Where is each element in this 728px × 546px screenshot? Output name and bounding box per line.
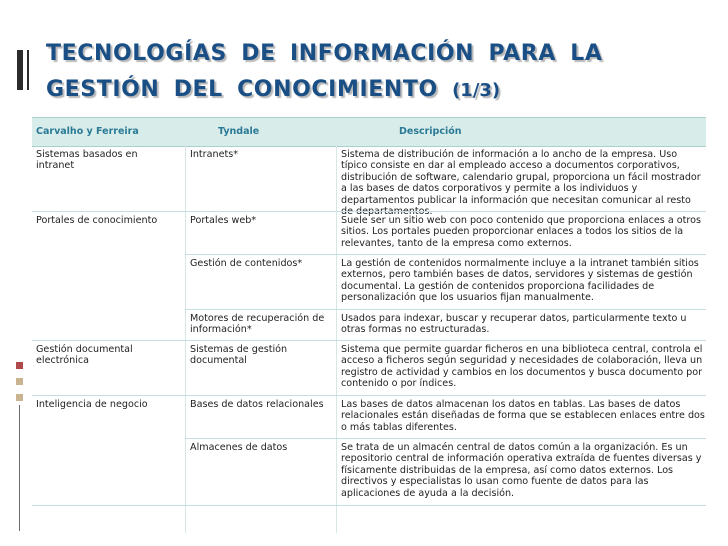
header-descripcion: Descripción xyxy=(399,126,462,137)
row-separator xyxy=(185,438,706,439)
row-technology: Portales web* xyxy=(190,215,257,226)
decorative-line xyxy=(19,405,20,531)
header-carvalho-ferreira: Carvalho y Ferreira xyxy=(36,126,139,137)
slide-title-line2 xyxy=(46,72,686,109)
row-description: Suele ser un sitio web con poco contenido que proporciona enlaces a otros sitios. Los portales pueden proporcionar enlaces a todos los sitios de la relevantes, tanto de la empresa como externos. xyxy=(341,215,702,249)
row-technology: Almacenes de datos xyxy=(190,442,288,453)
row-description: Sistema de distribución de información a lo ancho de la empresa. Uso típico consiste en dar al empleado acceso a documentos corporativos, distribución de software, calendario grupal, proporciona un fácil mostrador a las bases de datos corporativos y permite a los individuos y departamentos publicar la información que necesitan comunicar al resto de departamentos. xyxy=(341,149,701,218)
row-description: Sistema que permite guardar ficheros en una biblioteca central, controla el acceso a ficheros según seguridad y necesidades de colaboración, lleva un registro de actividad y cambios en los documentos y busca documento por contenido o por índices. xyxy=(341,344,703,390)
decorative-square xyxy=(16,394,23,401)
row-separator xyxy=(32,340,706,341)
slide-title-suffix: (1/3) xyxy=(452,80,501,101)
column-divider xyxy=(185,145,186,533)
row-technology: Motores de recuperación de información* xyxy=(190,313,325,336)
row-separator xyxy=(32,395,706,396)
header-tyndale: Tyndale xyxy=(218,126,260,137)
column-divider xyxy=(336,145,337,533)
row-category: Sistemas basados en intranet xyxy=(36,149,138,172)
row-description: Usados para indexar, buscar y recuperar datos, particularmente texto u otras formas no estructuradas. xyxy=(341,313,687,336)
slide-title-line1: TECNOLOGÍAS DE INFORMACIÓN PARA LA xyxy=(46,41,603,66)
table-bottom-border xyxy=(32,505,706,506)
decorative-square xyxy=(16,378,23,385)
row-technology: Sistemas de gestión documental xyxy=(190,344,288,367)
row-description: La gestión de contenidos normalmente incluye a la intranet también sitios externos, pero también bases de datos, servidores y sistemas de gestión documental. La gestión de contenidos proporciona facilidades de personalización que los usuarios fijan manualmente. xyxy=(341,258,699,304)
decorative-square xyxy=(16,362,23,369)
row-technology: Intranets* xyxy=(190,149,239,160)
row-technology: Bases de datos relacionales xyxy=(190,399,324,410)
row-separator xyxy=(32,211,706,212)
row-category: Portales de conocimiento xyxy=(36,215,158,226)
row-technology: Gestión de contenidos* xyxy=(190,258,303,269)
slide-title-line2-text: GESTIÓN DEL CONOCIMIENTO xyxy=(46,77,438,102)
row-category: Gestión documental electrónica xyxy=(36,344,133,367)
row-separator xyxy=(185,309,706,310)
row-description: Se trata de un almacén central de datos común a la organización. Es un repositorio central de información operativa extraída de fuentes diversas y físicamente distribuidas de la empresa, así como datos externos. Los directivos y especialistas lo usan como fuente de datos para las aplicaciones de ayuda a la decisión. xyxy=(341,442,702,499)
row-description: Las bases de datos almacenan los datos en tablas. Las bases de datos relacionales están diseñadas de forma que se establecen enlaces entre dos o más tablas diferentes. xyxy=(341,399,705,433)
row-category: Inteligencia de negocio xyxy=(36,399,148,410)
slide-title xyxy=(46,36,686,109)
table-header xyxy=(32,117,706,147)
decorative-bar-thick xyxy=(17,50,23,90)
row-separator xyxy=(185,254,706,255)
decorative-bar-thin xyxy=(27,50,29,90)
technologies-table xyxy=(32,117,706,533)
